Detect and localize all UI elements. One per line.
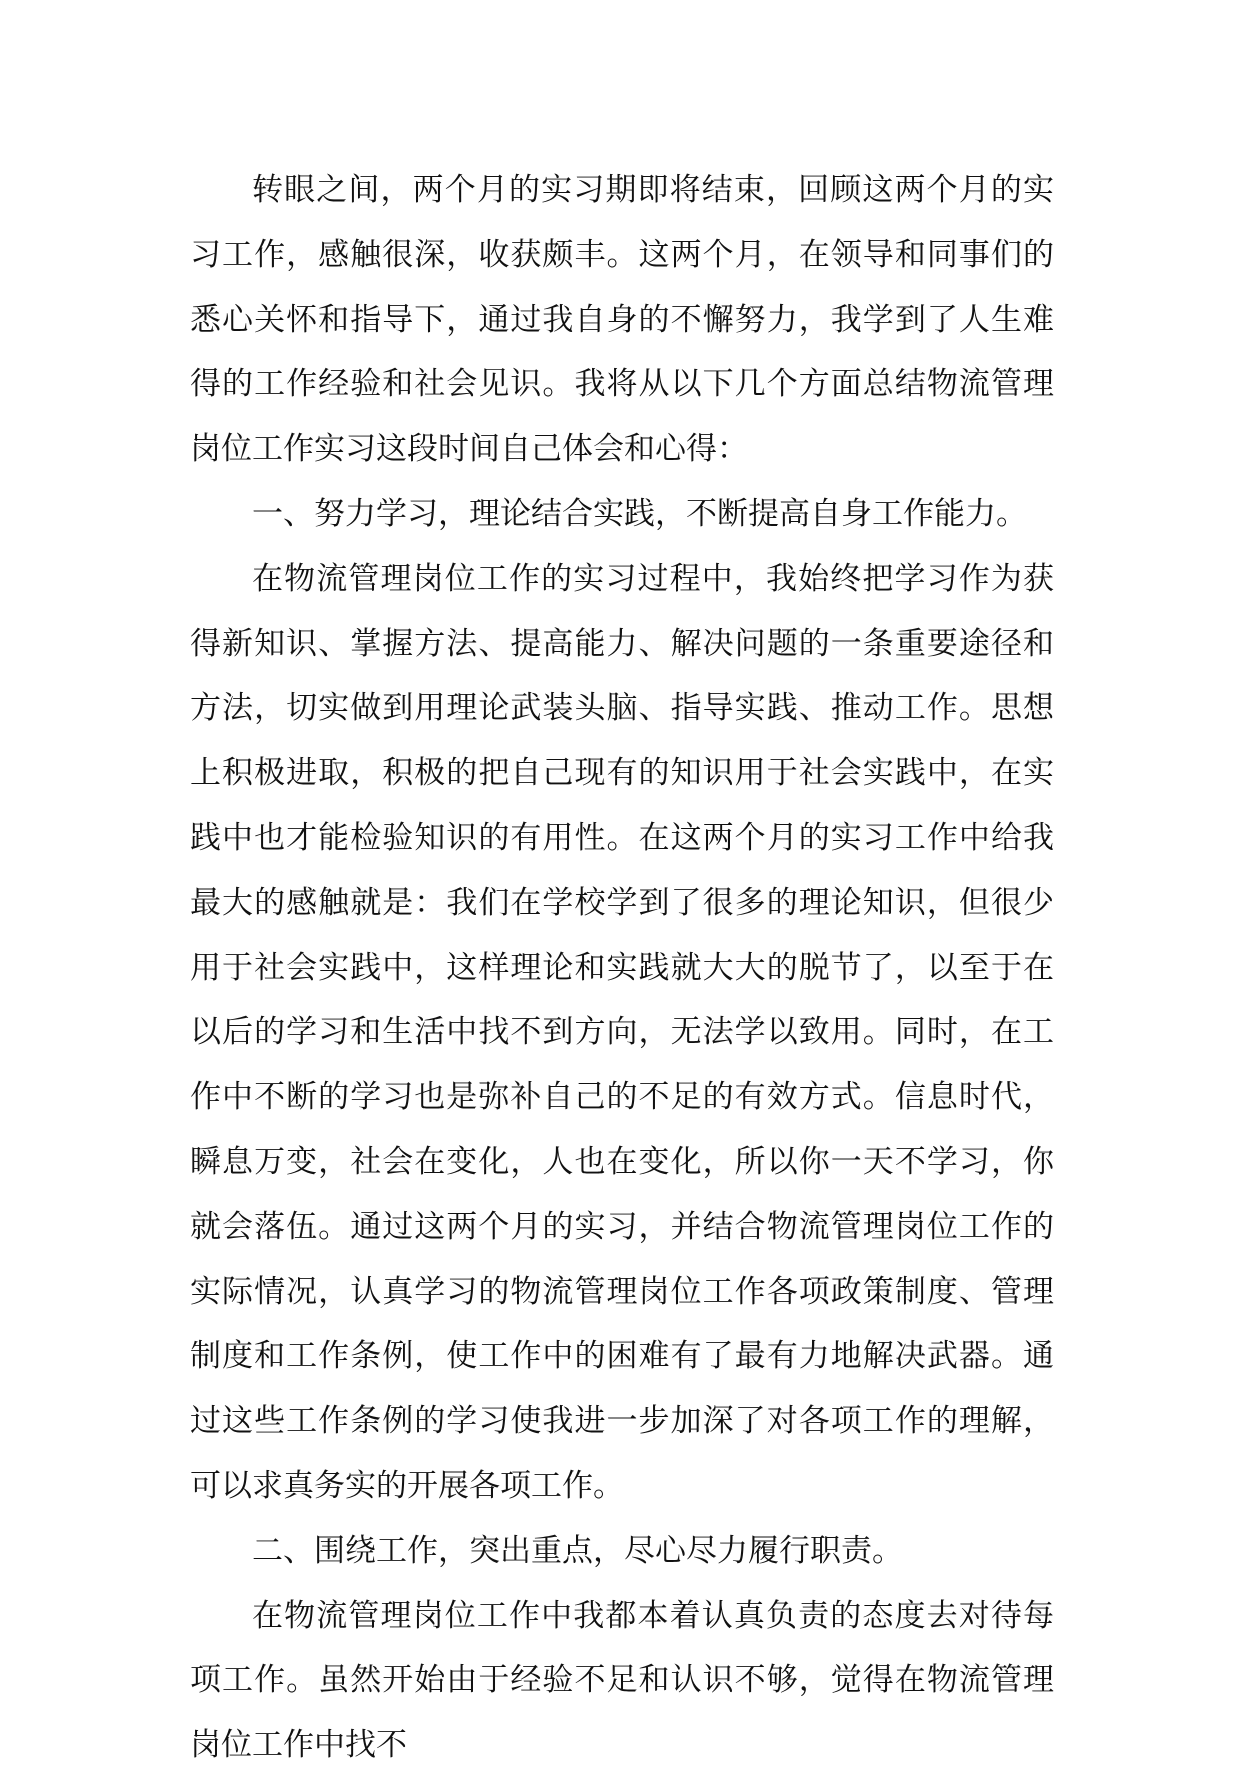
paragraph-section-one: 在物流管理岗位工作的实习过程中，我始终把学习作为获得新知识、掌握方法、提高能力、解决问题的一条重要途径和方法，切实做到用理论武装头脑、指导实践、推动工作。思想上积极进取，积极的把自己现有的知识用于社会实践中，在实践中也才能检验知识的有用性。在这两个月的实习工作中给我最大的感触就是：我们在学校学到了很多的理论知识，但很少用于社会实践中，这样理论和实践就大大的脱节了，以至于在以后的学习和生活中找不到方向，无法学以致用。同时，在工作中不断的学习也是弥补自己的不足的有效方式。信息时代，瞬息万变，社会在变化，人也在变化，所以你一天不学习，你就会落伍。通过这两个月的实习，并结合物流管理岗位工作的实际情况，认真学习的物流管理岗位工作各项政策制度、管理制度和工作条例，使工作中的困难有了最有力地解决武器。通过这些工作条例的学习使我进一步加深了对各项工作的理解，可以求真务实的开展各项工作。 (190, 560, 1054, 1504)
section-heading-one: 一、努力学习，理论结合实践，不断提高自身工作能力。 (252, 495, 1027, 532)
paragraph-intro: 转眼之间，两个月的实习期即将结束，回顾这两个月的实习工作，感触很深，收获颇丰。这两个月，在领导和同事们的悉心关怀和指导下，通过我自身的不懈努力，我学到了人生难得的工作经验和社会见识。我将从以下几个方面总结物流管理岗位工作实习这段时间自己体会和心得： (190, 172, 1054, 468)
section-heading-two: 二、围绕工作，突出重点，尽心尽力履行职责。 (252, 1532, 903, 1569)
paragraph-section-two: 在物流管理岗位工作中我都本着认真负责的态度去对待每项工作。虽然开始由于经验不足和认识不够，觉得在物流管理岗位工作中找不 (190, 1597, 1054, 1764)
document-body (190, 158, 1054, 1778)
